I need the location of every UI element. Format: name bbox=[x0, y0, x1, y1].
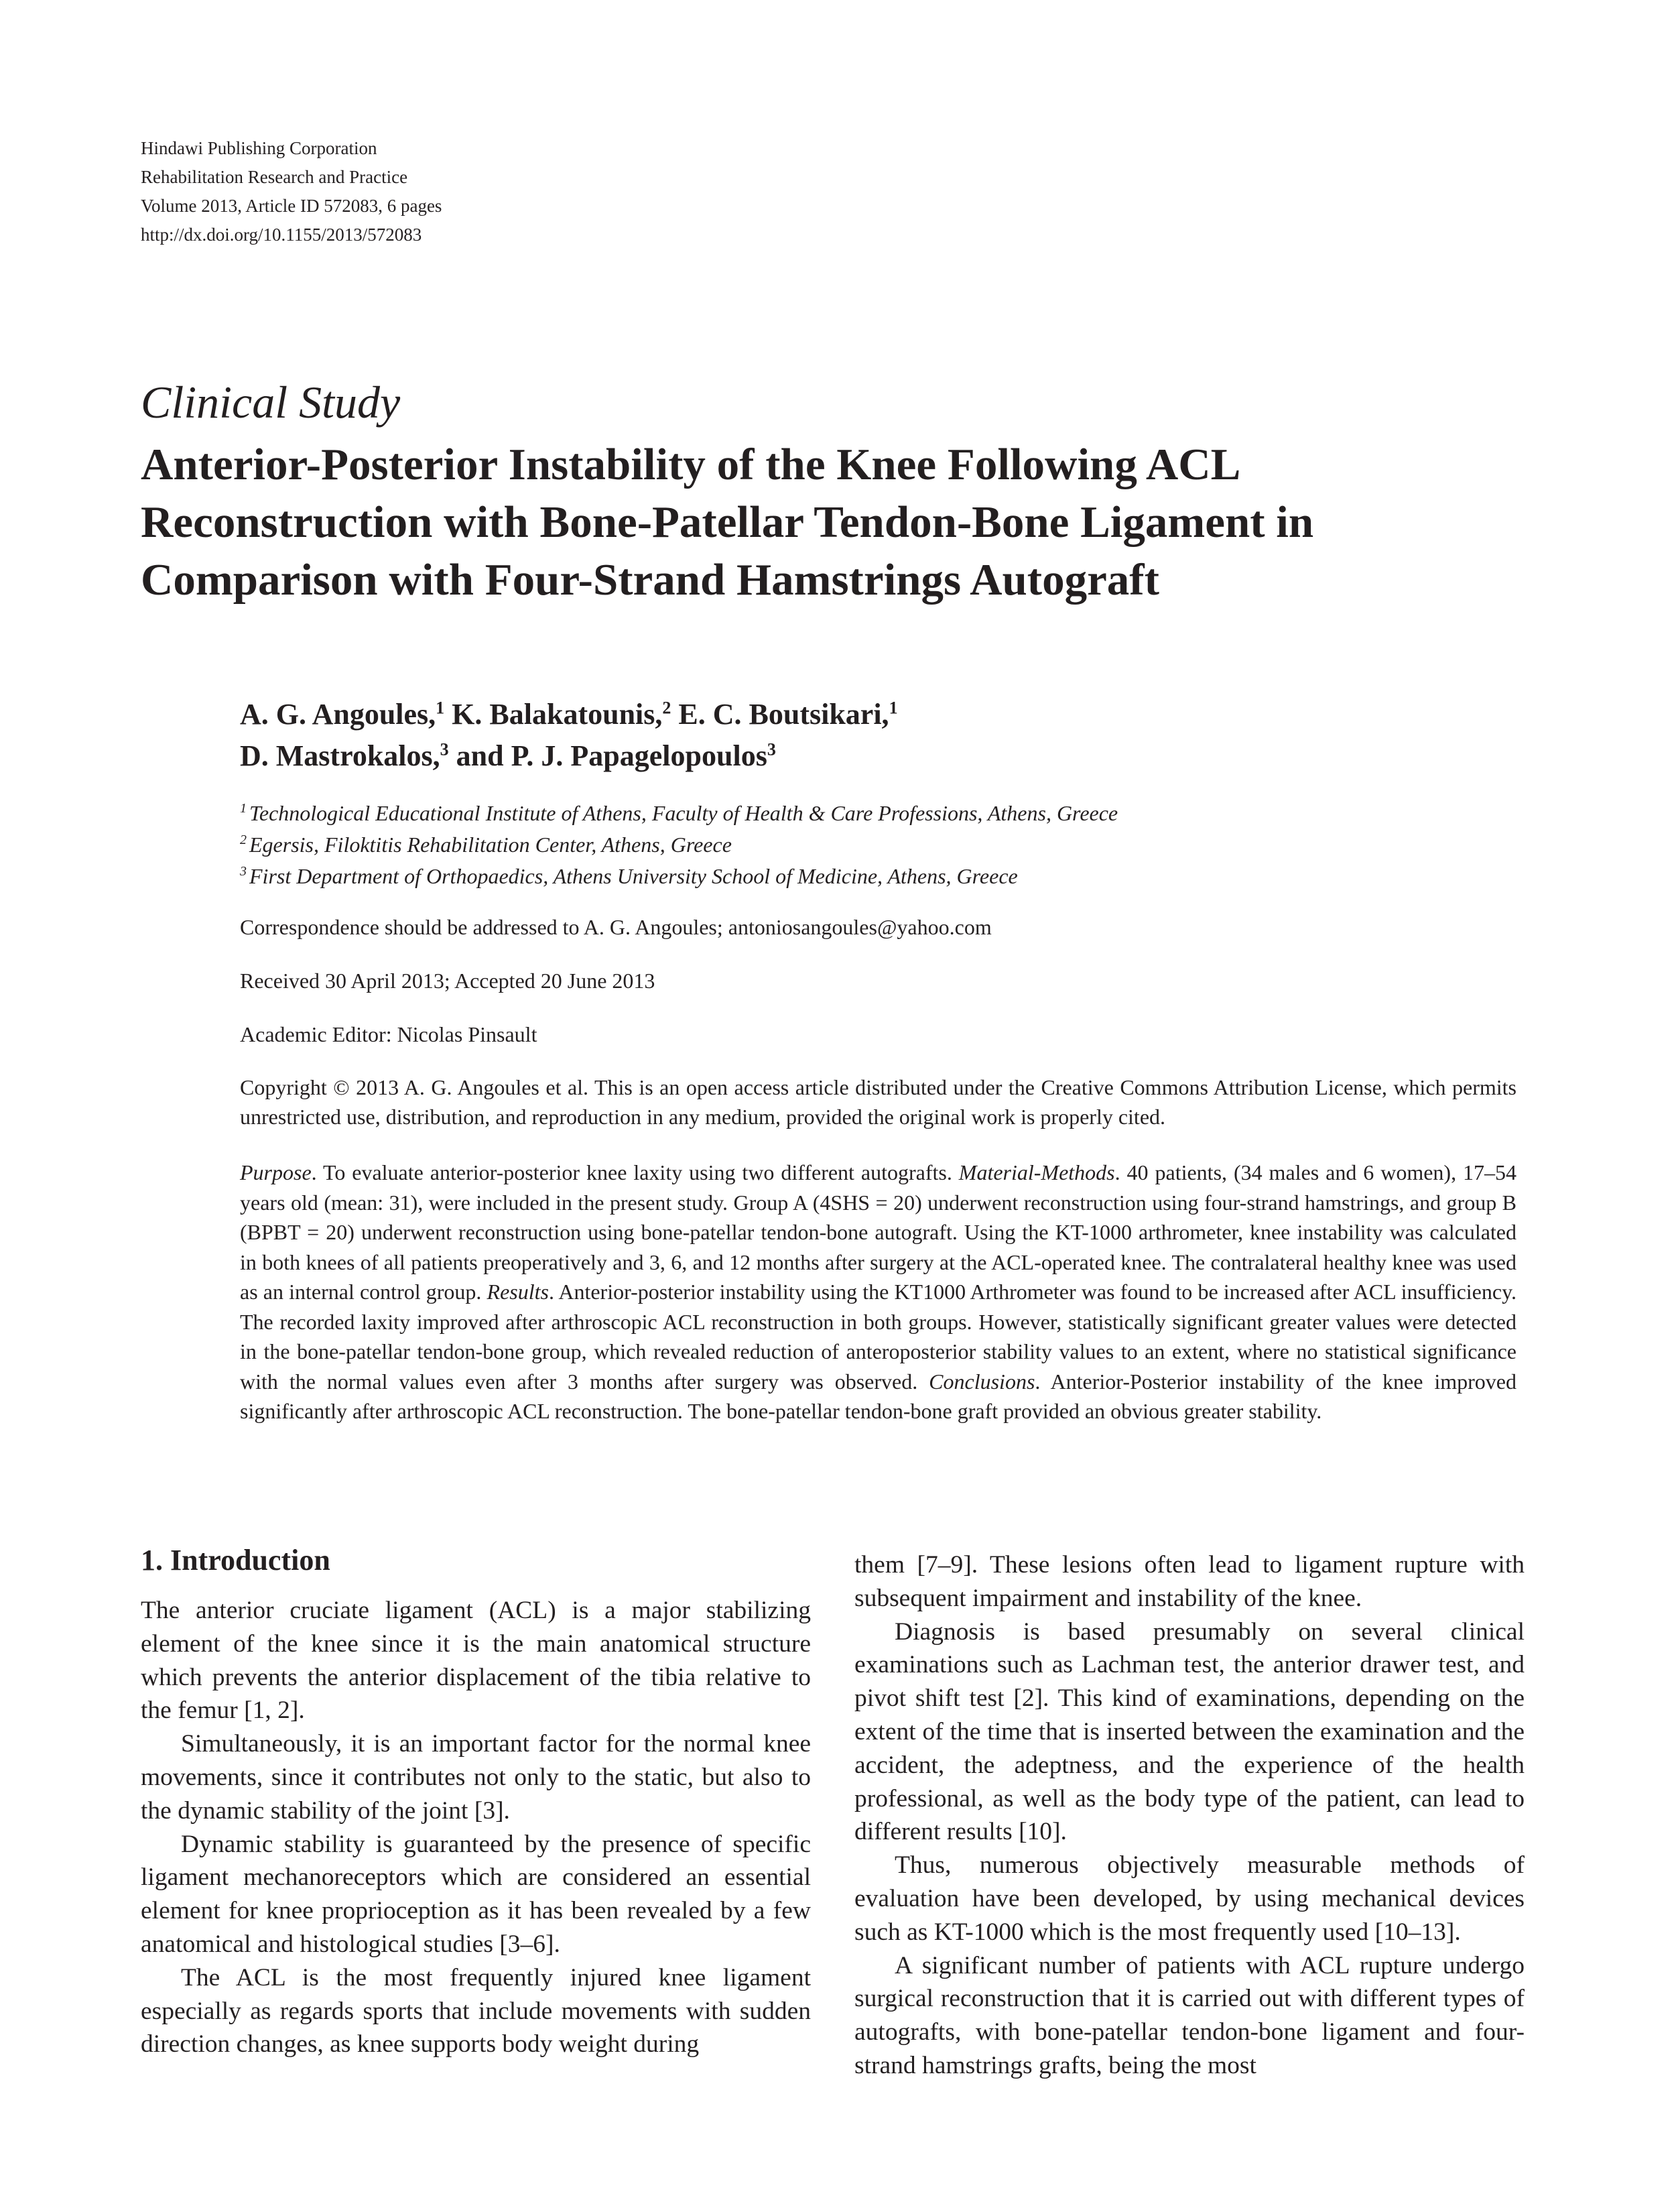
author: A. G. Angoules,$^1$ bbox=[240, 698, 445, 731]
body-column-right bbox=[854, 1548, 1525, 2083]
affiliation: $^3$ First Department of Orthopaedics, Athens University School of Medicine, Athens, Greece bbox=[240, 864, 1018, 888]
abstract-label-purpose: Purpose bbox=[240, 1160, 312, 1184]
paragraph: them [7–9]. These lesions often lead to ligament rupture with subsequent impairment and instability of the knee. bbox=[854, 1551, 1525, 1612]
abstract-label-results: Results bbox=[487, 1280, 549, 1304]
affiliation-marker: 1 bbox=[436, 698, 445, 718]
affiliation-marker: 1 bbox=[889, 698, 898, 718]
section-heading: 1. Introduction bbox=[141, 1544, 330, 1577]
abstract-label-methods: Material-Methods bbox=[958, 1160, 1115, 1184]
volume-line: Volume 2013, Article ID 572083, 6 pages bbox=[141, 196, 442, 216]
article-title bbox=[141, 436, 1582, 609]
author: E. C. Boutsikari,$^1$ bbox=[678, 698, 898, 731]
author-line bbox=[240, 735, 1517, 777]
paragraph: Diagnosis is based presumably on several clinical examinations such as Lachman test, the anterior drawer test, and pivot shift test [2]. This kind of examinations, depending on the extent of the time that is inserted between the examination and the accident, the adeptness, and the experience of the health professional, as well as the body type of the patient, can lead to different results [10]. bbox=[854, 1617, 1525, 1846]
author-list bbox=[240, 694, 1517, 777]
affiliation-marker: 3 bbox=[767, 739, 776, 759]
title-line: Comparison with Four-Strand Hamstrings Autograft bbox=[141, 555, 1159, 605]
abstract-label-conclusions: Conclusions bbox=[929, 1369, 1035, 1394]
paragraph: A significant number of patients with ACL rupture undergo surgical reconstruction that it is carried out with different types of autografts, with bone-patellar tendon-bone ligament and four-strand hamstrings grafts, being the most bbox=[854, 1951, 1525, 2079]
abstract: Purpose. To evaluate anterior-posterior knee laxity using two different autografts. Material-Methods. 40 patients, (34 males and 6 women), 17–54 years old (mean: 31), were included in the present study. Group A (4SHS = 20) underwent reconstruction using four-strand hamstrings, and group B (BPBT = 20) underwent reconstruction using bone-patellar tendon-bone autograft. Using the KT-1000 arthrometer, knee instability was calculated in both knees of all patients preoperatively and 3, 6, and 12 months after surgery at the ACL-operated knee. The contralateral healthy knee was used as an internal control group. Results. Anterior-posterior instability using the KT1000 Arthrometer was found to be increased after ACL insufficiency. The recorded laxity improved after arthroscopic ACL reconstruction in both groups. However, statistically significant greater values were detected in the bone-patellar tendon-bone group, which revealed reduction of anteroposterior stability values to an extent, where no statistical significance with the normal values even after 3 months after surgery was observed. Conclusions. Anterior-Posterior instability of the knee improved significantly after arthroscopic ACL reconstruction. The bone-patellar tendon-bone graft provided an obvious greater stability. bbox=[240, 1160, 1517, 1423]
author: D. Mastrokalos,$^3$ bbox=[240, 739, 449, 772]
affiliation: $^2$ Egersis, Filoktitis Rehabilitation Center, Athens, Greece bbox=[240, 833, 732, 857]
body-column-left bbox=[141, 1542, 811, 2061]
affiliation: $^1$ Technological Educational Institute of Athens, Faculty of Health & Care Professions, Athens, Greece bbox=[240, 801, 1118, 825]
paragraph: Simultaneously, it is an important factor for the normal knee movements, since it contributes not only to the static, but also to the dynamic stability of the joint [3]. bbox=[141, 1730, 811, 1825]
author-line bbox=[240, 694, 1517, 735]
title-line: Reconstruction with Bone-Patellar Tendon-Bone Ligament in bbox=[141, 497, 1314, 547]
author: K. Balakatounis,$^2$ bbox=[452, 698, 671, 731]
affiliation-marker: 3 bbox=[440, 739, 449, 759]
academic-editor: Academic Editor: Nicolas Pinsault bbox=[240, 1022, 537, 1046]
title-line: Anterior-Posterior Instability of the Knee Following ACL bbox=[141, 440, 1241, 489]
journal-name-line: Rehabilitation Research and Practice bbox=[141, 167, 408, 187]
paragraph: Thus, numerous objectively measurable methods of evaluation have been developed, by using mechanical devices such as KT-1000 which is the most frequently used [10–13]. bbox=[854, 1851, 1525, 1946]
paragraph: Dynamic stability is guaranteed by the presence of specific ligament mechanoreceptors which are considered an essential element for knee proprioception as it has been revealed by a few anatomical and histological studies [3–6]. bbox=[141, 1830, 811, 1958]
copyright-notice: Copyright © 2013 A. G. Angoules et al. This is an open access article distributed under the Creative Commons Attribution License, which permits unrestricted use, distribution, and reproduction in any medium, provided the original work is properly cited. bbox=[240, 1075, 1517, 1129]
paragraph: The anterior cruciate ligament (ACL) is a major stabilizing element of the knee since it is the main anatomical structure which prevents the anterior displacement of the tibia relative to the femur [1, 2]. bbox=[141, 1597, 811, 1725]
paragraph: The ACL is the most frequently injured knee ligament especially as regards sports that include movements with sudden direction changes, as knee supports body weight during bbox=[141, 1963, 811, 2059]
publisher-line: Hindawi Publishing Corporation bbox=[141, 138, 377, 158]
affiliation-list bbox=[240, 798, 1517, 892]
affiliation-marker: 2 bbox=[662, 698, 671, 718]
article-type: Clinical Study bbox=[141, 377, 401, 428]
author: and P. J. Papagelopoulos$^3$ bbox=[456, 739, 776, 772]
journal-header bbox=[141, 134, 442, 249]
correspondence: Correspondence should be addressed to A. G. Angoules; antoniosangoules@yahoo.com bbox=[240, 915, 992, 939]
received-date: Received 30 April 2013; Accepted 20 June 2013 bbox=[240, 969, 655, 993]
doi-link[interactable]: http://dx.doi.org/10.1155/2013/572083 bbox=[141, 225, 422, 245]
